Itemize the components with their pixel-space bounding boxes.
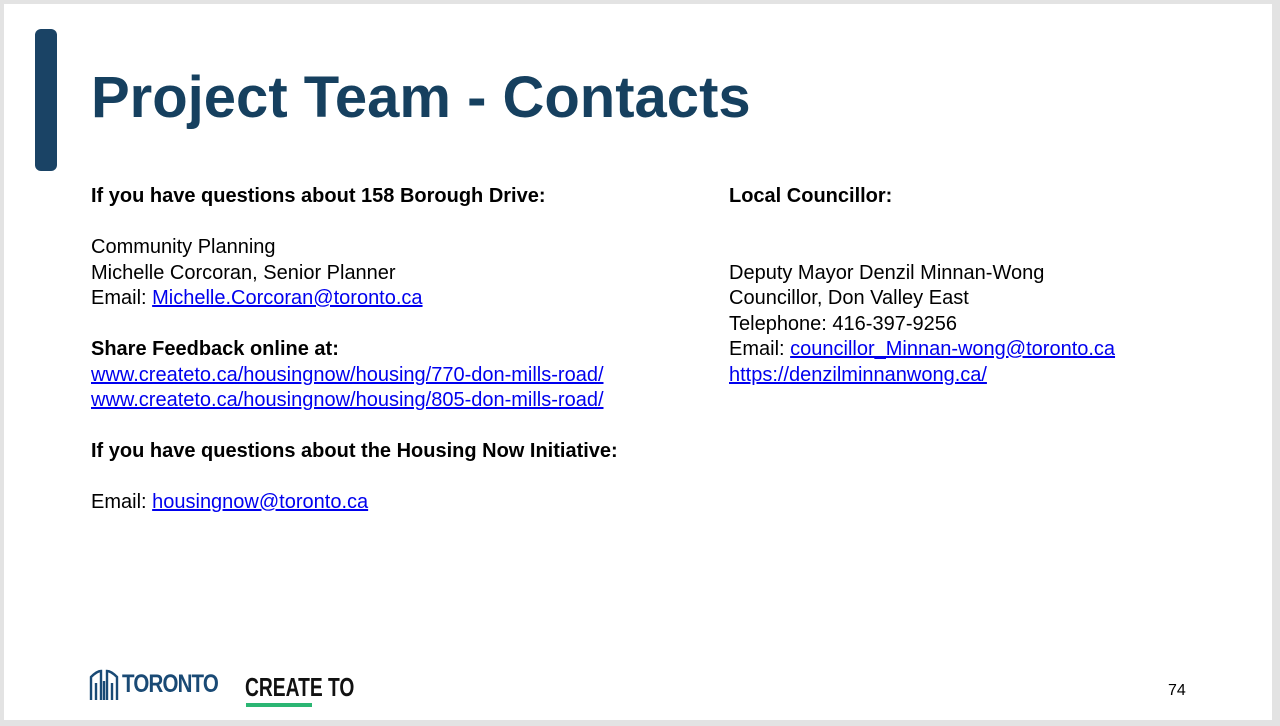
- spacer: [91, 210, 691, 236]
- spacer: [729, 210, 1249, 236]
- councillor-website-line: [729, 363, 1249, 389]
- createto-logo: [245, 672, 393, 712]
- feedback-link-1-line: [91, 363, 691, 389]
- councillor-website-link[interactable]: https://denzilminnanwong.ca/: [729, 363, 987, 386]
- planner-email-line: [91, 286, 691, 312]
- slide: [4, 4, 1272, 720]
- toronto-logo-text: TORONTO: [122, 669, 219, 698]
- councillor-role: Councillor, Don Valley East: [729, 287, 969, 309]
- housing-now-heading: If you have questions about the Housing Now Initiative:: [91, 440, 618, 462]
- createto-logo-text: CREATE TO: [245, 672, 355, 702]
- feedback-link-770[interactable]: www.createto.ca/housingnow/housing/770-don-mills-road/: [91, 363, 604, 386]
- councillor-email-line: [729, 337, 1249, 363]
- councillor-telephone: Telephone: 416-397-9256: [729, 312, 957, 335]
- housing-now-email-link[interactable]: housingnow@toronto.ca: [152, 491, 369, 513]
- councillor-name: Deputy Mayor Denzil Minnan-Wong: [729, 261, 1045, 284]
- housing-now-email-line: [91, 490, 691, 516]
- slide-title: Project Team - Contacts: [91, 65, 751, 130]
- city-hall-icon: [89, 667, 119, 701]
- borough-drive-heading: If you have questions about 158 Borough Drive:: [91, 185, 546, 207]
- email-label: Email:: [91, 287, 153, 309]
- page-number: 74: [1168, 682, 1186, 699]
- spacer: [91, 414, 691, 440]
- feedback-link-805[interactable]: www.createto.ca/housingnow/housing/805-don-mills-road/: [91, 389, 604, 411]
- toronto-logo: [89, 666, 239, 702]
- local-councillor-heading: Local Councillor:: [729, 185, 893, 207]
- planner-name: Michelle Corcoran, Senior Planner: [91, 261, 396, 284]
- spacer: [91, 465, 691, 491]
- feedback-heading: Share Feedback online at:: [91, 338, 339, 360]
- spacer: [91, 312, 691, 338]
- feedback-link-2-line: [91, 388, 691, 414]
- department-name: Community Planning: [91, 236, 276, 258]
- right-column: [729, 184, 1249, 388]
- createto-underline: [246, 703, 312, 707]
- left-column: [91, 184, 691, 516]
- spacer: [729, 235, 1249, 261]
- planner-email-link[interactable]: Michelle.Corcoran@toronto.ca: [152, 287, 423, 309]
- title-accent-bar: [35, 29, 57, 171]
- email-label: Email:: [729, 338, 791, 360]
- email-label: Email:: [91, 491, 153, 513]
- councillor-email-link[interactable]: councillor_Minnan-wong@toronto.ca: [790, 338, 1116, 360]
